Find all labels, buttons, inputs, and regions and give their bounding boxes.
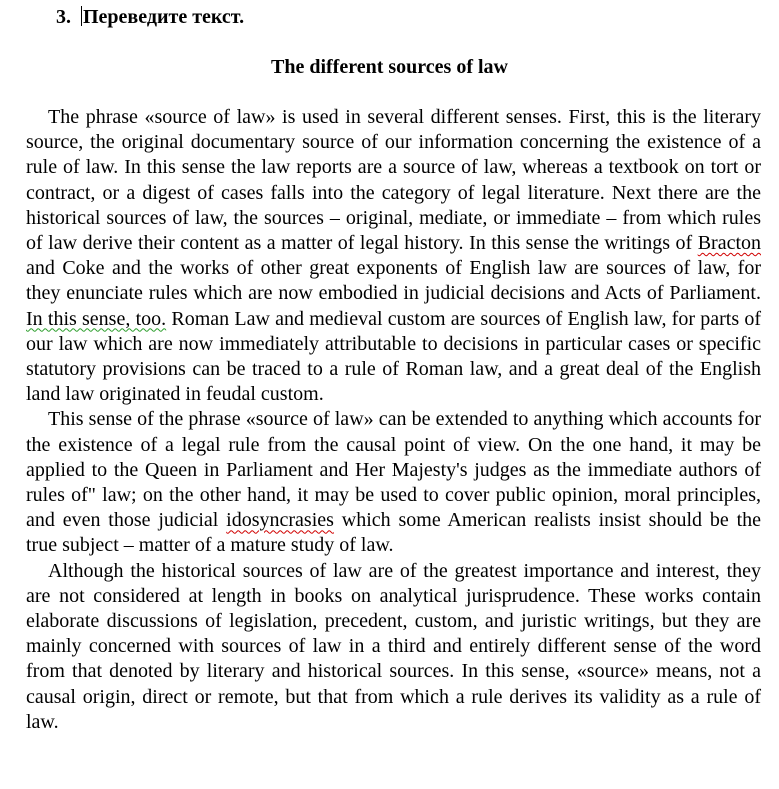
spelling-flag: idosyncrasies <box>226 509 334 532</box>
document-body[interactable] <box>26 105 761 735</box>
text-run: Roman Law and medieval custom are sources of English law, for parts of our law which are now immediately attributable to decisions in particular cases or specific statutory provisions can be traced to a rule of Roman law, and a great deal of the English land law originated in feudal custom. <box>26 307 761 406</box>
text-cursor <box>81 6 82 26</box>
document-title[interactable]: The different sources of law <box>270 56 508 78</box>
text-run: which some American realists insist should be the true subject – matter of a mature study of law. <box>26 509 761 557</box>
exercise-heading <box>56 6 244 29</box>
exercise-number: 3. <box>56 6 71 28</box>
paragraph[interactable] <box>26 105 761 407</box>
text-run: This sense of the phrase «source of law» can be extended to anything which accounts for the existence of a legal rule from the causal point of view. On the one hand, it may be applied to the Queen in Parliament and Her Majesty's judges as the immediate authors of rules of" law; on the other hand, it may be used to cover public opinion, moral principles, and even those judicial <box>26 408 761 532</box>
paragraph[interactable] <box>26 559 761 735</box>
text-run: The phrase «source of law» is used in several different senses. First, this is the literary source, the original documentary source of our information concerning the existence of a rule of law. In this sense the law reports are a source of law, whereas a textbook on tort or contract, or a digest of cases falls into the category of legal literature. Next there are the historical sources of law, the sources – original, mediate, or immediate – from which rules of law derive their content as a matter of legal history. In this sense the writings of <box>26 106 761 255</box>
text-run: and Coke and the works of other great exponents of English law are sources of law, for they enunciate rules which are now embodied in judicial decisions and Acts of Parliament. <box>26 257 761 305</box>
spelling-flag: Bracton <box>697 232 761 255</box>
grammar-flag: In this sense, too. <box>26 307 167 330</box>
text-run: Although the historical sources of law are of the greatest importance and interest, they are not considered at length in books on analytical jurisprudence. These works contain elaborate discussions of legislation, precedent, custom, and juristic writings, but they are mainly concerned with sources of law in a third and entirely different sense of the word from that denoted by literary and historical sources. In this sense, «source» means, not a causal origin, direct or remote, but that from which a rule derives its validity as a rule of law. <box>26 559 761 733</box>
exercise-instruction[interactable]: Переведите текст. <box>83 6 245 28</box>
paragraph[interactable] <box>26 407 761 558</box>
